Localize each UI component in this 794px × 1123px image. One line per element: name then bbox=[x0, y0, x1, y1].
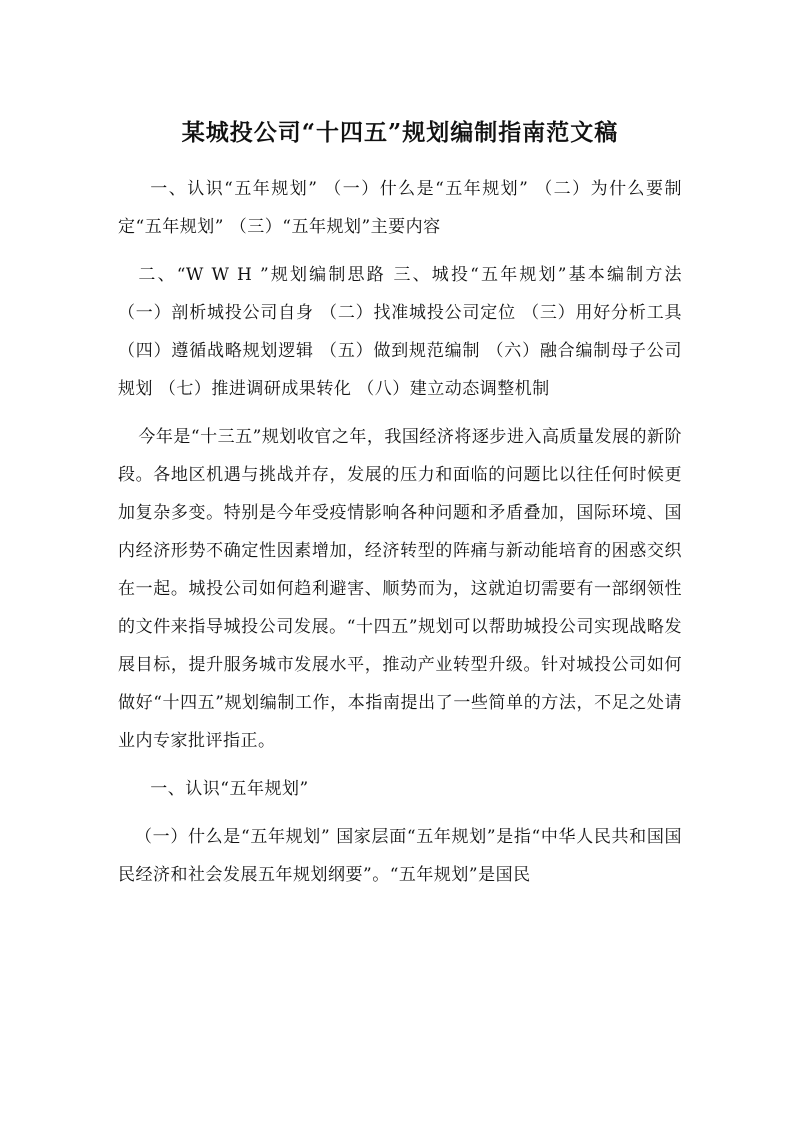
intro-paragraph: 今年是“十三五”规划收官之年，我国经济将逐步进入高质量发展的新阶段。各地区机遇与挑战并存，发展的压力和面临的问题比以往任何时候更加复杂多变。特别是今年受疫情影响各种问题和矛盾叠加，国际环境、国内经济形势不确定性因素增加，经济转型的阵痛与新动能培育的困惑交织在一起。城投公司如何趋利避害、顺势而为，这就迫切需要有一部纲领性的文件来指导城投公司发展。“十四五”规划可以帮助城投公司实现战略发展目标，提升服务城市发展水平，推动产业转型升级。针对城投公司如何做好“十四五”规划编制工作，本指南提出了一些简单的方法，不足之处请业内专家批评指正。 bbox=[118, 427, 682, 751]
toc-paragraph-1: 一、认识“五年规划” （一）什么是“五年规划” （二）为什么要制定“五年规划” （三）“五年规划”主要内容 bbox=[118, 179, 682, 237]
section-paragraph-1: （一）什么是“五年规划” 国家层面“五年规划”是指“中华人民共和国国民经济和社会发展五年规划纲要”。“五年规划”是国民 bbox=[118, 827, 682, 885]
section-heading-1: 一、认识“五年规划” bbox=[150, 779, 309, 799]
toc-paragraph-2: 二、“W W H ”规划编制思路 三、城投“五年规划”基本编制方法 （一）剖析城投公司自身 （二）找准城投公司定位 （三）用好分析工具 （四）遵循战略规划逻辑 （五）做到规范编制 （六）融合编制母子公司规划 （七）推进调研成果转化 （八）建立动态调整机制 bbox=[118, 265, 682, 399]
document-title: 某城投公司“十四五”规划编制指南范文稿 bbox=[181, 119, 619, 146]
